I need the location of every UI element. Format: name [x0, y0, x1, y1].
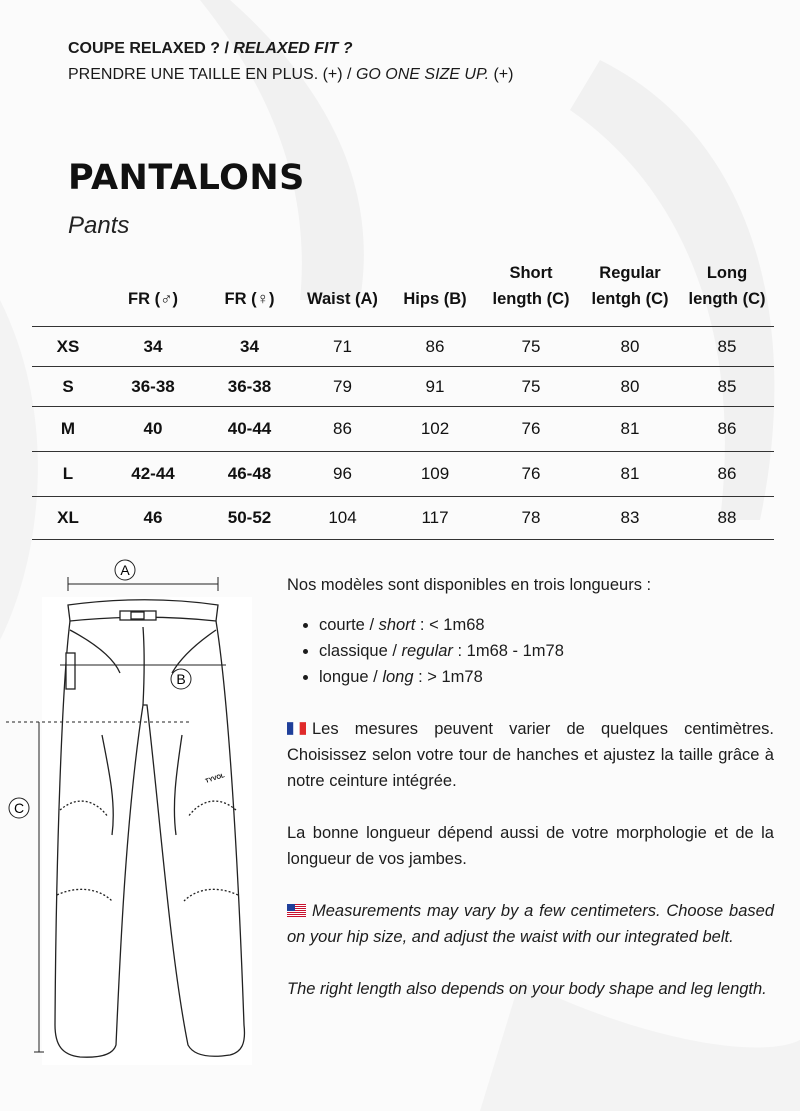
table-cell: 80 [580, 367, 680, 407]
table-cell: 75 [482, 367, 580, 407]
table-cell: L [32, 452, 104, 497]
table-cell: 50-52 [202, 497, 297, 540]
fit-note-line-2: PRENDRE UNE TAILLE EN PLUS. (+) / GO ONE SIZE UP. (+) [68, 66, 514, 83]
table-cell: 85 [680, 367, 774, 407]
french-flag-icon [287, 722, 306, 735]
table-cell: 109 [388, 452, 482, 497]
measure-label-b [171, 669, 191, 689]
pants-diagram [0, 555, 260, 1067]
table-cell: 102 [388, 407, 482, 452]
table-cell: M [32, 407, 104, 452]
table-cell: 79 [297, 367, 388, 407]
table-cell: 83 [580, 497, 680, 540]
fit-note [68, 36, 513, 88]
svg-text:C: C [13, 800, 25, 816]
table-row [32, 367, 774, 407]
table-cell: 46-48 [202, 452, 297, 497]
table-cell: 75 [482, 327, 580, 367]
lengths-intro: Nos modèles sont disponibles en trois longueurs : [287, 576, 652, 594]
table-cell: 96 [297, 452, 388, 497]
table-cell: 34 [202, 327, 297, 367]
table-cell: 46 [104, 497, 202, 540]
table-cell: 80 [580, 327, 680, 367]
column-header: Regular lentgh (C) [591, 264, 669, 308]
column-header: Hips (B) [403, 290, 467, 308]
info-text [287, 572, 774, 1002]
table-cell: 71 [297, 327, 388, 367]
column-header: Long length (C) [688, 264, 766, 308]
table-cell: 86 [680, 407, 774, 452]
table-cell: 88 [680, 497, 774, 540]
table-body [32, 327, 774, 540]
table-cell: 40 [104, 407, 202, 452]
table-cell: 81 [580, 407, 680, 452]
fr-paragraph-2: La bonne longueur dépend aussi de votre morphologie et de la longueur de vos jambes. [287, 824, 774, 868]
list-item: • longue / long : > 1m78 [319, 664, 774, 690]
table-cell: 85 [680, 327, 774, 367]
en-paragraph-2: The right length also depends on your body shape and leg length. [287, 980, 767, 998]
list-item: • courte / short : < 1m68 [319, 612, 774, 638]
page-title: PANTALONS [68, 158, 305, 198]
column-header: FR (♂) [128, 290, 178, 308]
table-cell: 78 [482, 497, 580, 540]
table-cell: 36-38 [202, 367, 297, 407]
list-item: • classique / regular : 1m68 - 1m78 [319, 638, 774, 664]
size-table [32, 260, 774, 540]
table-cell: 81 [580, 452, 680, 497]
measure-label-a [115, 560, 135, 580]
svg-text:B: B [176, 671, 186, 687]
table-row [32, 497, 774, 540]
table-cell: XL [32, 497, 104, 540]
table-cell: XS [32, 327, 104, 367]
page-subtitle: Pants [68, 212, 130, 239]
table-cell: 86 [388, 327, 482, 367]
table-cell: 76 [482, 452, 580, 497]
table-row [32, 407, 774, 452]
table-header-row [32, 260, 774, 327]
table-row [32, 327, 774, 367]
table-cell: S [32, 367, 104, 407]
column-header: FR (♀) [224, 290, 275, 308]
table-cell: 104 [297, 497, 388, 540]
en-paragraph-1: Measurements may vary by a few centimeters. Choose based on your hip size, and adjust the waist with our integrated belt. [287, 902, 774, 946]
column-header [32, 260, 104, 327]
table-cell: 86 [680, 452, 774, 497]
table-cell: 42-44 [104, 452, 202, 497]
table-cell: 76 [482, 407, 580, 452]
table-row [32, 452, 774, 497]
fit-note-line-1: COUPE RELAXED ? / RELAXED FIT ? [68, 40, 353, 57]
brand-logo: TYVOL [204, 773, 226, 785]
table-cell: 36-38 [104, 367, 202, 407]
measure-label-c [9, 798, 29, 818]
fr-paragraph-1: Les mesures peuvent varier de quelques centimètres. Choisissez selon votre tour de hanches et ajustez la taille grâce à notre ceinture intégrée. [287, 720, 774, 790]
column-header: Waist (A) [307, 290, 378, 308]
table-cell: 117 [388, 497, 482, 540]
table-cell: 40-44 [202, 407, 297, 452]
table-cell: 86 [297, 407, 388, 452]
table-cell: 34 [104, 327, 202, 367]
svg-text:A: A [120, 562, 130, 578]
table-cell: 91 [388, 367, 482, 407]
lengths-list [287, 612, 774, 690]
us-flag-icon [287, 904, 306, 917]
column-header: Short length (C) [492, 264, 570, 308]
